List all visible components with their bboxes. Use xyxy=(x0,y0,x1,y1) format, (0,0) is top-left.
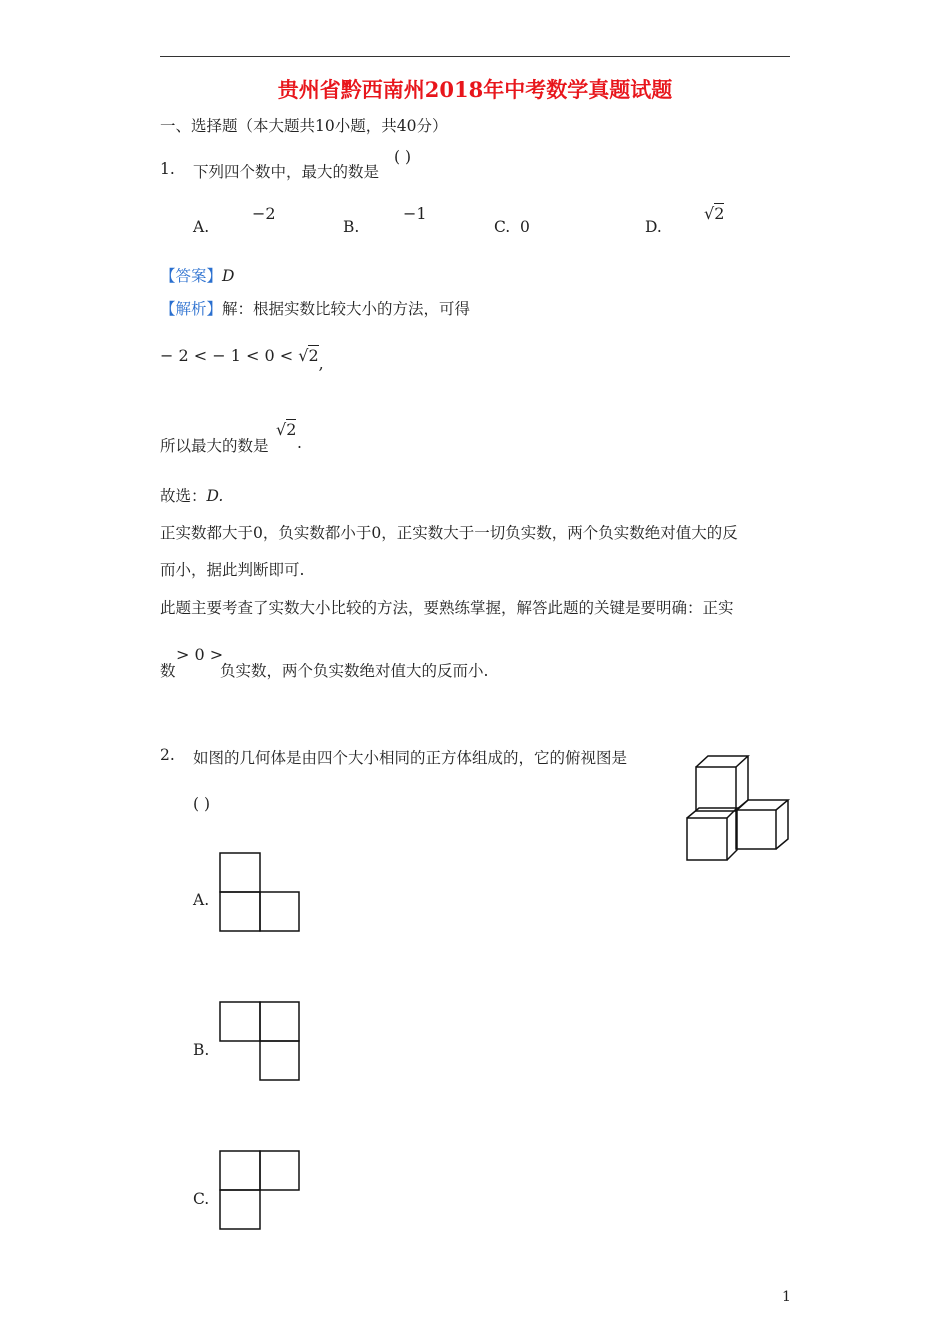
q1-option-d-value: √2 xyxy=(704,204,725,223)
q2-option-b-figure xyxy=(219,1001,301,1082)
q1-option-b-label: B. xyxy=(343,218,360,236)
q1-analysis-line xyxy=(160,297,470,319)
q1-note-4-suffix: 负实数，两个负实数绝对值大的反而小. xyxy=(220,662,489,680)
analysis-text: 解：根据实数比较大小的方法，可得 xyxy=(222,300,471,318)
choose-value: D. xyxy=(206,487,224,505)
q2-solid-figure xyxy=(680,755,795,867)
q1-choose xyxy=(160,484,223,506)
q2-stem: 如图的几何体是由四个大小相同的正方体组成的，它的俯视图是 xyxy=(193,749,628,767)
q1-answer-line xyxy=(160,264,234,286)
q1-largest-math: √2 xyxy=(276,420,297,439)
q1-stem: 下列四个数中，最大的数是 xyxy=(193,163,380,181)
page-number: 1 xyxy=(782,1289,791,1305)
cube-right xyxy=(736,800,788,849)
choose-prefix: 故选： xyxy=(160,487,207,505)
analysis-tag: 【解析】 xyxy=(160,300,223,318)
q1-option-d-radicand: 2 xyxy=(714,204,725,223)
q1-note-3: 此题主要考查了实数大小比较的方法，要熟练掌握，解答此题的关键是要明确：正实 xyxy=(160,599,734,617)
inequality-tail: , xyxy=(318,354,324,373)
q1-option-c-label: C. xyxy=(494,218,511,236)
q2-option-a-label: A. xyxy=(193,891,210,909)
cube-top xyxy=(696,756,748,811)
q1-inequality: − 2 < − 1 < 0 < √2, xyxy=(160,346,324,373)
q2-number: 2. xyxy=(160,746,175,764)
q2-option-a-figure xyxy=(219,852,301,933)
q1-paren: ( ) xyxy=(394,148,412,166)
q1-note-4-math: > 0 > xyxy=(176,645,224,664)
q1-note-1: 正实数都大于0，负实数都小于0，正实数大于一切负实数，两个负实数绝对值大的反 xyxy=(160,524,738,542)
q1-option-c-value: 0 xyxy=(520,218,530,236)
q1-note-2: 而小，据此判断即可. xyxy=(160,561,305,579)
q2-option-c-label: C. xyxy=(193,1190,210,1208)
q1-option-a-label: A. xyxy=(193,218,210,236)
section-heading: 一、选择题（本大题共10小题，共40分） xyxy=(160,117,448,135)
q2-paren: ( ) xyxy=(193,795,211,813)
q1-note-4-prefix: 数 xyxy=(160,662,176,680)
inequality-left: − 2 < − 1 < 0 < xyxy=(160,346,299,365)
q1-option-a-value: −2 xyxy=(252,204,276,223)
inequality-radicand: 2 xyxy=(308,346,319,365)
cube-front xyxy=(687,808,737,860)
largest-radicand: 2 xyxy=(286,420,297,439)
q1-option-d-label: D. xyxy=(645,218,662,236)
page-title: 贵州省黔西南州2018年中考数学真题试题 xyxy=(277,77,673,102)
answer-value: D xyxy=(222,267,235,285)
header-rule xyxy=(160,56,790,57)
q2-option-c-figure xyxy=(219,1150,301,1231)
q1-largest-prefix: 所以最大的数是 xyxy=(160,437,269,455)
q1-option-b-value: −1 xyxy=(403,204,427,223)
answer-tag: 【答案】 xyxy=(160,267,223,285)
q2-option-b-label: B. xyxy=(193,1041,210,1059)
q1-largest-tail: . xyxy=(297,434,302,452)
q1-number: 1. xyxy=(160,160,175,178)
